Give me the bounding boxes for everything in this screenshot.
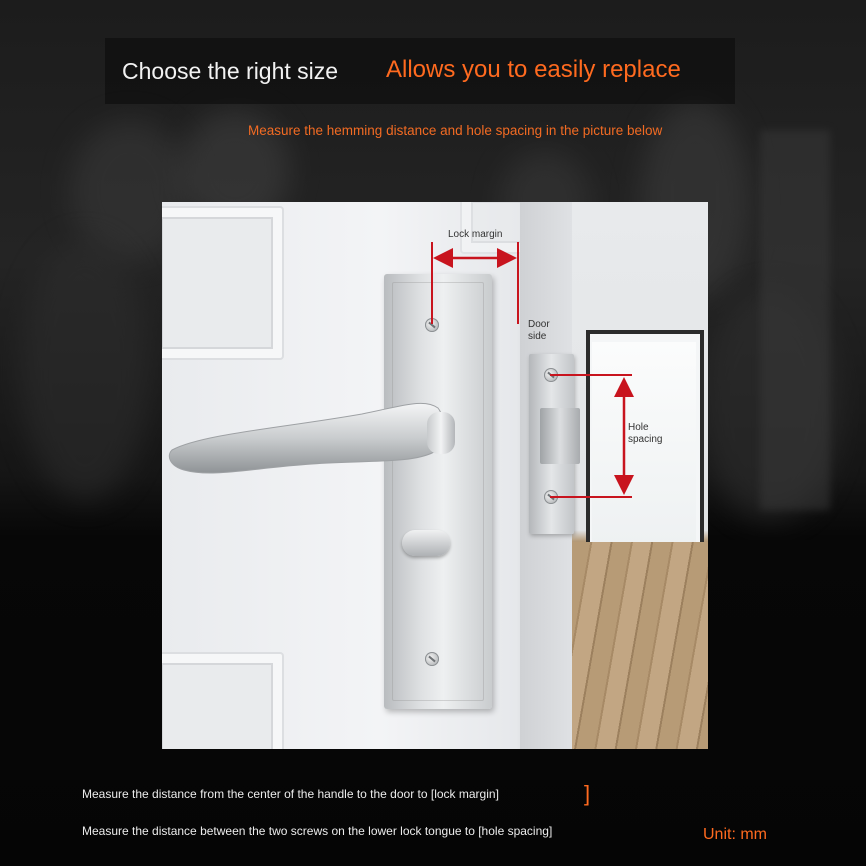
instruction-hole-spacing: Measure the distance between the two screws on the lower lock tongue to [hole spacing] [82, 824, 553, 838]
page-title: Choose the right size [122, 58, 339, 84]
orange-bracket: ] [584, 781, 591, 806]
page-title-highlight: Allows you to easily replace [386, 56, 681, 83]
unit-label: Unit: mm [703, 826, 767, 843]
door-side-label: Door side [528, 319, 550, 342]
hole-spacing-label: Hole spacing [628, 422, 663, 445]
lock-margin-label: Lock margin [448, 229, 503, 240]
measurement-annotations [162, 202, 708, 749]
door-lock-photo [162, 202, 708, 749]
instruction-lock-margin: Measure the distance from the center of the handle to the door to [lock margin] [82, 787, 499, 801]
instruction-subtitle: Measure the hemming distance and hole spacing in the picture below [248, 123, 663, 138]
